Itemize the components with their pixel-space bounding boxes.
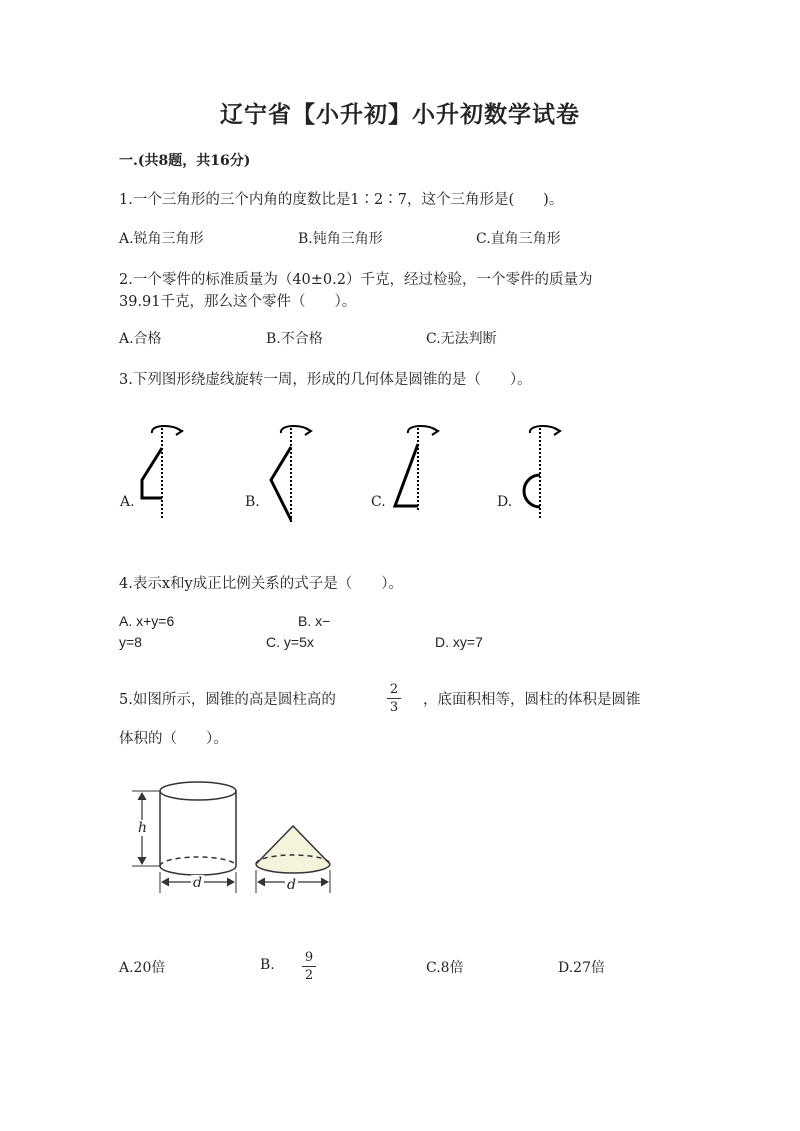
- q4-option-b-part1: B. x−: [298, 613, 331, 629]
- figure-c-rotation-diagram: [395, 426, 438, 512]
- q2-option-b: B.不合格: [266, 331, 323, 347]
- cone-diameter-label: d: [287, 877, 296, 893]
- q5-fraction-numerator: 2: [389, 682, 399, 697]
- question-5-text-after: ，底面积相等，圆柱的体积是圆锥: [423, 692, 641, 708]
- figure-a-rotation-diagram: [142, 426, 182, 518]
- q2-option-a: A.合格: [119, 331, 162, 347]
- question-2-line2: 39.91千克，那么这个零件（ ）。: [119, 294, 357, 310]
- question-5-line2: 体积的（ ）。: [119, 731, 228, 747]
- figure-d-rotation-diagram: [524, 426, 560, 520]
- question-4-text: 4.表示x和y成正比例关系的式子是（ ）。: [119, 576, 403, 592]
- q5-option-d: D.27倍: [558, 960, 605, 976]
- cylinder-height-label: h: [138, 820, 148, 836]
- cylinder-diagram: [132, 782, 236, 893]
- q5-option-b-fraction: [299, 950, 319, 983]
- q1-option-b: B.钝角三角形: [298, 231, 383, 247]
- q5-fraction: [384, 682, 404, 715]
- q4-option-a: A. x+y=6: [119, 613, 175, 629]
- q1-option-a: A.锐角三角形: [119, 231, 204, 247]
- question-3-text: 3.下列图形绕虚线旋转一周，形成的几何体是圆锥的是（ ）。: [119, 372, 532, 388]
- q3-label-b: B.: [245, 494, 260, 510]
- question-1-text: 1.一个三角形的三个内角的度数比是1∶2∶7，这个三角形是( )。: [119, 192, 564, 208]
- q5-option-a: A.20倍: [119, 960, 166, 976]
- figure-b-rotation-diagram: [271, 426, 311, 522]
- q5-option-b: B.: [260, 957, 275, 973]
- q4-option-b-part2: y=8: [119, 634, 142, 650]
- section-heading: 一.(共8题，共16分): [119, 153, 251, 169]
- q2-option-c: C.无法判断: [426, 331, 497, 347]
- q3-label-c: C.: [371, 494, 386, 510]
- q5-option-b-denominator: 2: [304, 968, 314, 983]
- question-2-line1: 2.一个零件的标准质量为（40±0.2）千克，经过检验，一个零件的质量为: [119, 272, 593, 288]
- q3-label-a: A.: [120, 494, 135, 510]
- page-title: 辽宁省【小升初】小升初数学试卷: [220, 101, 580, 128]
- question-5-text-before: 5.如图所示，圆锥的高是圆柱高的: [119, 692, 336, 708]
- q1-option-c: C.直角三角形: [476, 231, 561, 247]
- q5-fraction-denominator: 3: [389, 700, 399, 715]
- q3-label-d: D.: [497, 494, 513, 510]
- q5-option-c: C.8倍: [426, 960, 464, 976]
- q4-option-c: C. y=5x: [266, 634, 314, 650]
- cylinder-diameter-label: d: [193, 875, 202, 891]
- q4-option-d: D. xy=7: [435, 634, 483, 650]
- q5-option-b-numerator: 9: [304, 950, 314, 965]
